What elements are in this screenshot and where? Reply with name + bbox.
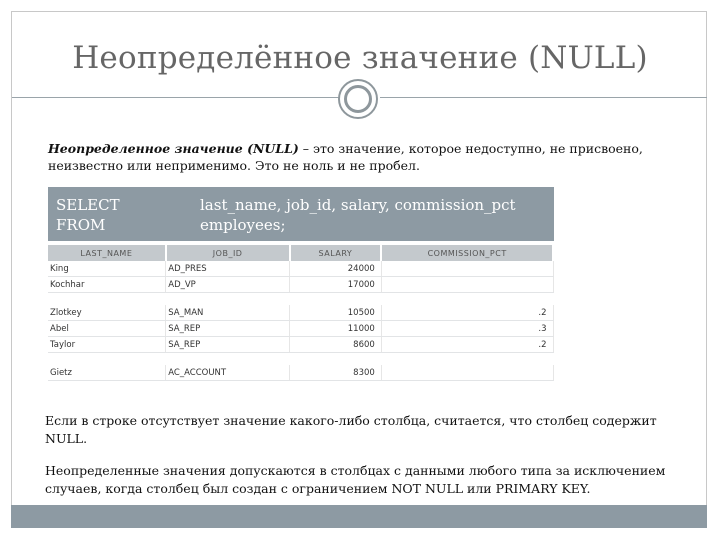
cell-commission [381, 261, 553, 277]
cell-job-id: AD_PRES [166, 261, 290, 277]
cell-salary: 8300 [290, 365, 382, 381]
divider-left [12, 97, 340, 98]
slide-title: Неопределённое значение (NULL) [72, 40, 648, 76]
sql-keywords [56, 195, 120, 235]
cell-job-id: SA_MAN [166, 305, 290, 321]
cell-last-name: Gietz [48, 365, 166, 381]
cell-last-name: King [48, 261, 166, 277]
cell-commission: .2 [381, 305, 553, 321]
definition-term: Неопределенное значение (NULL) [48, 141, 299, 156]
cell-job-id: SA_REP [166, 321, 290, 337]
cell-last-name: Zlotkey [48, 305, 166, 321]
column-header-commission-pct: COMMISSION_PCT [381, 245, 553, 261]
sql-from-table: employees; [200, 216, 286, 234]
cell-last-name: Abel [48, 321, 166, 337]
table-row [48, 305, 553, 321]
table-row [48, 365, 553, 381]
table-row [48, 337, 553, 353]
table-gap-row [48, 353, 553, 366]
cell-salary: 10500 [290, 305, 382, 321]
cell-salary: 17000 [290, 277, 382, 293]
cell-commission [381, 365, 553, 381]
cell-salary: 8600 [290, 337, 382, 353]
sql-query-box [48, 187, 554, 241]
sql-select-columns: last_name, job_id, salary, commission_pct [200, 196, 516, 214]
column-header-last-name: LAST_NAME [48, 245, 166, 261]
cell-commission: .3 [381, 321, 553, 337]
cell-job-id: SA_REP [166, 337, 290, 353]
cell-commission [381, 277, 553, 293]
note-paragraph-2: Неопределенные значения допускаются в столбцах с данными любого типа за исключением случаев, когда столбец был создан с ограничением NOT NULL или PRIMARY KEY. [45, 463, 666, 496]
cell-job-id: AD_VP [166, 277, 290, 293]
cell-commission: .2 [381, 337, 553, 353]
column-header-salary: SALARY [290, 245, 382, 261]
table-gap-row [48, 293, 553, 306]
table-header-row [48, 245, 553, 261]
notes-block [45, 412, 695, 512]
table-row [48, 261, 553, 277]
circle-ornament-icon [338, 79, 378, 119]
sql-clauses [200, 195, 516, 235]
sql-from-keyword: FROM [56, 216, 106, 234]
sql-select-keyword: SELECT [56, 196, 120, 214]
table-row [48, 321, 553, 337]
cell-last-name: Kochhar [48, 277, 166, 293]
cell-salary: 24000 [290, 261, 382, 277]
definition-body: – это значение, которое недоступно, не присвоено, неизвестно или неприменимо. Это не ноль и не пробел. [48, 141, 643, 173]
cell-salary: 11000 [290, 321, 382, 337]
cell-job-id: AC_ACCOUNT [166, 365, 290, 381]
cell-last-name: Taylor [48, 337, 166, 353]
query-result-table [48, 245, 554, 381]
table-row [48, 277, 553, 293]
footer-bar [11, 505, 707, 528]
note-paragraph-1: Если в строке отсутствует значение какого-либо столбца, считается, что столбец содержит NULL. [45, 413, 657, 446]
divider-right [380, 97, 707, 98]
column-header-job-id: JOB_ID [166, 245, 290, 261]
definition-text [48, 140, 688, 174]
